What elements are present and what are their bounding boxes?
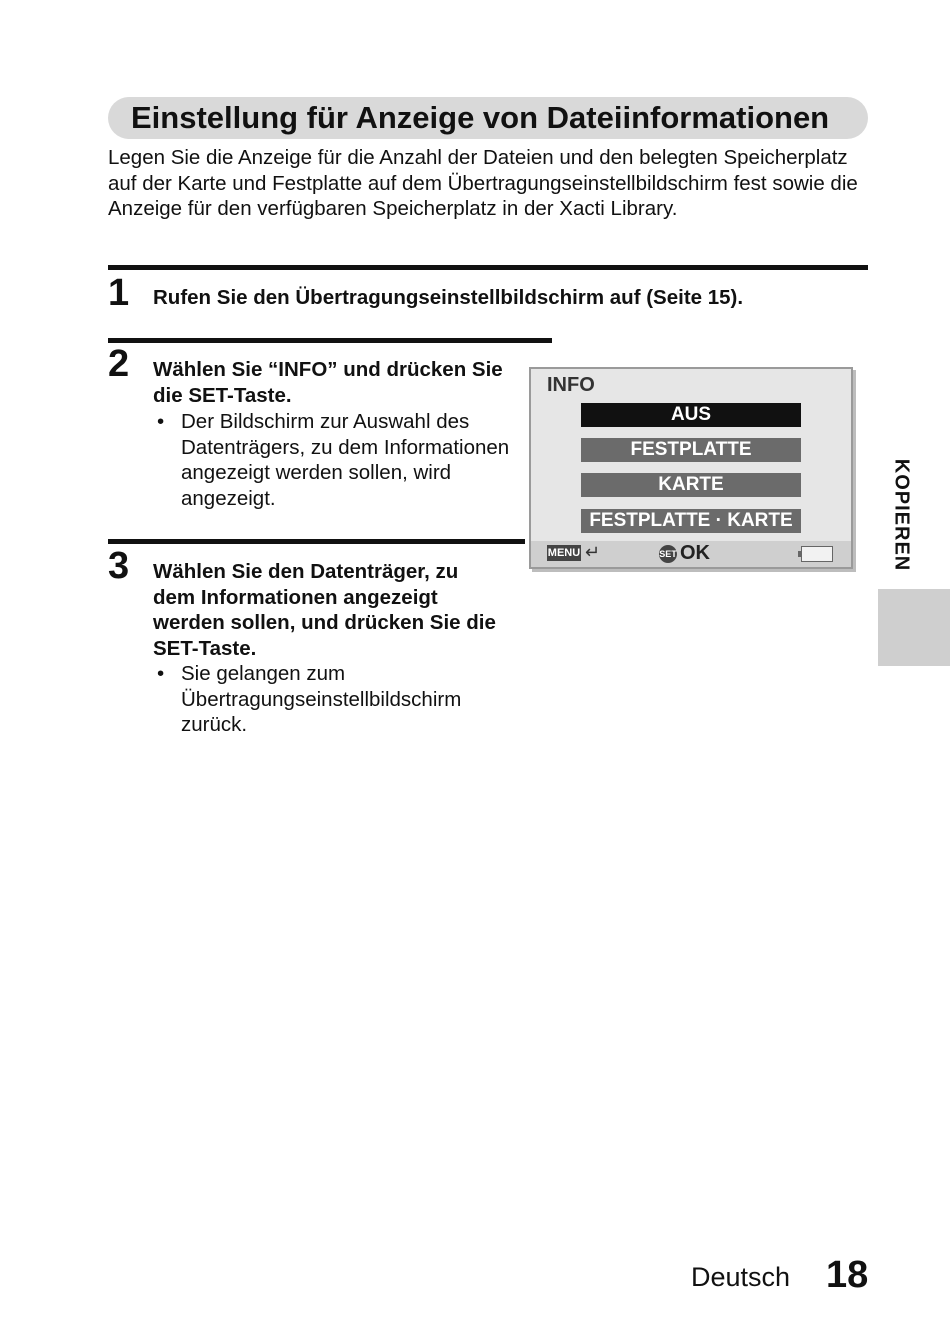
intro-paragraph: Legen Sie die Anzeige für die Anzahl der Dateien und den belegten Speicherplatz auf der Karte und Festplatte auf dem Übertragungseinstellbildschirm fest sowie die Anzeige für den verfügbaren Speicherplatz in der Xacti Library.: [108, 146, 858, 221]
camera-screen: [529, 367, 853, 569]
option-festplatte: FESTPLATTE: [581, 438, 801, 462]
ok-label: OK: [680, 542, 710, 564]
bullet-dot: •: [157, 410, 165, 433]
page-title: Einstellung für Anzeige von Dateiinformationen: [131, 100, 830, 135]
option-aus: AUS: [581, 403, 801, 427]
step-3-number: 3: [108, 545, 130, 587]
step-2-bullet-text: Der Bildschirm zur Auswahl des Datenträgers, zu dem Informationen angezeigt werden sollen, wird angezeigt.: [181, 410, 510, 510]
return-icon: ↵: [585, 542, 601, 562]
step-3-bullet: [157, 661, 501, 738]
option-karte: KARTE: [581, 473, 801, 497]
step-2-text: Wählen Sie “INFO” und drücken Sie die SET-Taste.: [153, 358, 503, 407]
menu-button-icon: MENU: [547, 547, 581, 559]
page-number: 18: [826, 1254, 869, 1296]
step-3-text: Wählen Sie den Datenträger, zu dem Informationen angezeigt werden sollen, und drücken Sie die SET-Taste.: [153, 560, 496, 660]
step-2-number: 2: [108, 343, 130, 385]
step-3-bullet-text: Sie gelangen zum Übertragungseinstellbildschirm zurück.: [181, 662, 462, 736]
set-button-icon: SET: [659, 545, 677, 563]
step-1-text: Rufen Sie den Übertragungseinstellbildschirm auf (Seite 15).: [153, 286, 744, 309]
battery-icon: [801, 546, 833, 562]
option-festplatte-karte: FESTPLATTE · KARTE: [581, 509, 801, 533]
footer-language: Deutsch: [691, 1262, 791, 1292]
step-3-rule: [108, 539, 525, 544]
step-2-bullet: [157, 409, 511, 511]
screen-footer: [531, 541, 851, 567]
step-1-rule: [108, 265, 868, 270]
step-2-rule: [108, 338, 552, 343]
section-title-bar: [108, 97, 868, 139]
side-tab-marker: [878, 589, 950, 666]
step-1-number: 1: [108, 272, 130, 314]
screen-title: INFO: [547, 374, 595, 396]
bullet-dot: •: [157, 662, 165, 685]
side-tab-label: KOPIEREN: [890, 458, 913, 572]
